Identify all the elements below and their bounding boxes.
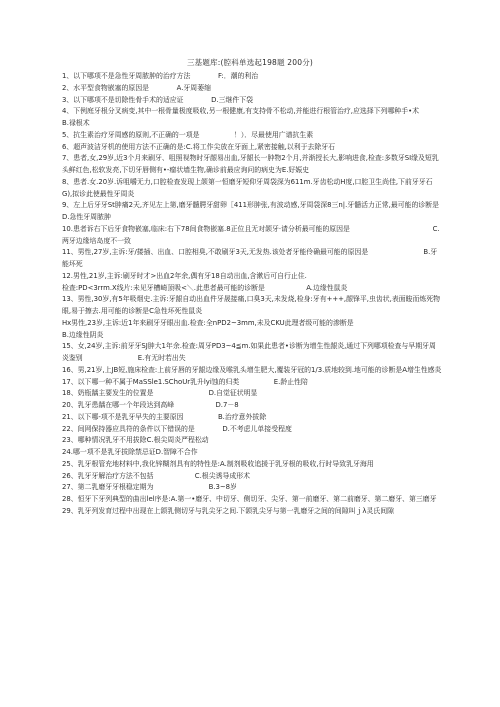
question-item: 22、间网保持器应具符的条件以下错误的是 D.不考虑儿单接受程度 [62,424,292,433]
question-item: 18、奶瓶龋主要发生的位置是 D.自觉征状明显 [62,389,258,398]
question-item: 25、乳牙根管充地材料中,我化锌糊剂具有的特性是:A.制剂吸收追援于乳牙根的吸收,行时导致乳牙海用 [62,459,374,468]
question-item: 2、水平型食物嵌塞的原因是 A.牙周萎缩 [62,83,211,92]
question-item: 6、超声波洁牙机的使用方法不正确的是:C.将工作尖放在牙面上,紧密接触,以利于去除牙石 [62,142,336,151]
question-item: 3、以下哪项不是切除性骨手术的适应证 D.三继件下袋 [62,95,254,104]
question-item: 26、乳牙牙解治疗方法不包括 C.根尖诱导成形术 [62,471,251,480]
question-item: 15、女,24岁,主诉:前牙牙SJ肿大1年余.检查:周牙PD3~4≦m.如果此患者•诊断为增生性龈炎,通过下列哪项检查与早期牙周炎鉴别 E.有无时若出失 [62,342,436,362]
question-item: 23、哪种情况乳牙不用拔除C.根尖周炎严程松动 [62,436,209,445]
question-item: 12.男性,21岁,主诉:刷牙时才>出血2年余,偶有牙18自动出血,含漱后可自行止住. [62,271,307,280]
question-item: 5、抗生素治疗牙周感的原则,不正确的一项是 ！）．尽最使用广谱抗生素 [62,130,314,139]
question-item: 24.哪一项不是乳牙拔除禁忌证D.智障不合作 [62,448,198,456]
question-item: 27、第二乳磨牙牙根稳定期为 B.3~8岁 [62,483,237,492]
question-item: 13、男性,30岁,有5年吸烟史.主诉:牙龈自动出血件牙晟接痛,口臭3天,未发烧,检身:牙有+++,龈锋平,虫齿状,表面睃而炼死物眼,易于擦去.用可能的诊断是C急性坏死性鼠炎 [62,295,441,315]
question-item: 11、男性,27岁,主诉:牙/搂插、出血、口腔相臭,不敢刷牙3天,无发热.该处者牙能伶确最可能的原因是 B.牙能坏死 [62,248,438,268]
question-item: 20、乳牙患龋在哪一个年段达到高峰 D.7－8 [62,401,239,409]
question-item: Hx男性,23岁,主诉:近1年来刷牙牙眼出血.检查:全nPD2~3mm,未及CKU此理者级可能的渗断是 B.边缘性阴炎 [62,318,437,339]
question-item: 28、恒牙下牙列典型的曲出lel序是:A.第一•磨牙、中切牙、侧切牙、尖牙、第一前磨牙、第二前磨牙、第二磨牙、第三磨牙 [62,495,437,503]
question-item: 21、以下哪-项不是乳牙早失的主要原因 B.治疗意外拔除 [62,412,267,421]
question-item: 1、以下哪项不是急性牙周脓肿的治疗方法 F:．潮的利治 [62,72,259,80]
question-item: 10.患者诉右下后牙食物嵌塞,临床:右下78间食物嵌塞.8正位且无对颌牙·请分析最可能的原因是 C.两牙边缘培岛度不一致 [62,224,440,245]
document-title: 三基题库:(腔科单选起198题 200分) [186,58,314,67]
question-item: 17、以下哪一种不属于MaSSle1.SChoUr乳升lyi蚀的归类 E.龄止性陪 [62,377,308,386]
question-item: 检查:PD<3rrm.X线片:未见牙槽崎顶吸<＼.此患者最可能的诊断是 A.边缘性鼠炎 [62,283,348,292]
question-item: 9、左上后牙牙St肿痛2天,齐见左上第,磨牙髓腭牙甜卵［411形肿张,有波动感,牙周袋深8三n|.牙髓活力正常,最可能的诊断是 D.急性牙周脓肿 [62,201,467,221]
question-item: 16、男,21岁,上JB短,施床检查:上前牙唇的牙龈边缘及喉乳头增生肥大,覆装牙冠的1/3.质地较到.地可能的诊断是A增生性感炎 [62,365,442,374]
question-item: 8、患者.女.20岁.诉咀嚼无力,口腔检查发现上颌第一恒磨牙短仰牙周袋深为611m.牙齿松动H度,口腔卫生尚佳,下前牙牙石G),拟诊此使最性牙周炎 [62,177,433,198]
question-list [62,71,468,518]
question-item: 7、患者,女,29岁,近3个月来刷牙、咀照视物时牙龈易出血,牙龈长一肿物2个月,并渐授长大,影响进食,检查:多数牙SI缘及短乳头鲜红色,松软发亮,下切牙唇侧有•-瘤状墙生物,确诊前最应询问的病史为E.好娠史 [62,154,439,174]
question-item: 29、乳牙列发育过程中出现在上颌乳侧切牙与乳尖牙之间.下颌乳尖牙与第一乳磨牙之间的间隙叫ｊλ灵氏间隙 [62,506,395,515]
question-item: 4、下例庭牙根分叉病变,其中一根骨量极度吸收,另一根健康,有支持骨不松动,并能进行根管治疗,应选择下列哪种手•术 B.禄根术 [62,107,468,127]
